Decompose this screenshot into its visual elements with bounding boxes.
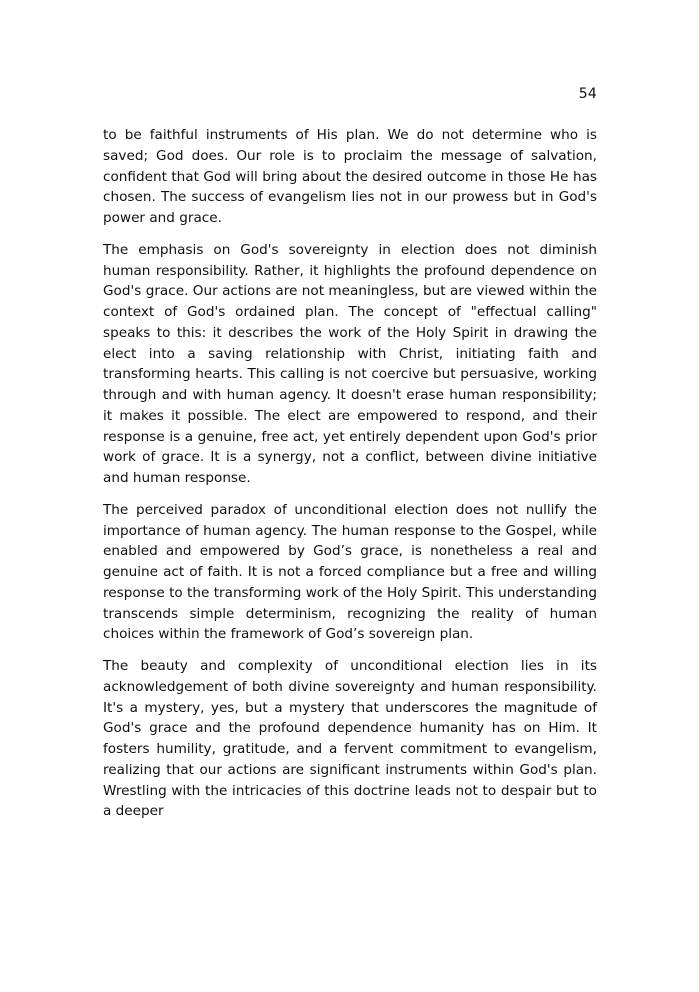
paragraph-beauty-and-complexity: The beauty and complexity of unconditional election lies in its acknowledgement of both divine sovereignty and human responsibility. It's a mystery, yes, but a mystery that underscores the magnitude of God's grace and the profound dependence humanity has on Him. It fosters humility, gratitude, and a fervent commitment to evangelism, realizing that our actions are significant instruments within God's plan. Wrestling with the intricacies of this doctrine leads not to despair but to a deeper — [103, 658, 597, 820]
page-number: 54 — [578, 86, 597, 102]
paragraph-perceived-paradox: The perceived paradox of unconditional election does not nullify the importance of human agency. The human response to the Gospel, while enabled and empowered by God’s grace, is nonetheless a real and genuine act of faith. It is not a forced compliance but a free and willing response to the transforming work of the Holy Spirit. This understanding transcends simple determinism, recognizing the reality of human choices within the framework of God’s sovereign plan. — [103, 501, 597, 643]
paragraph-faithful-instruments: to be faithful instruments of His plan. We do not determine who is saved; God does. Our role is to proclaim the message of salvation, confident that God will bring about the desired outcome in those He has chosen. The success of evangelism lies not in our prowess but in God's power and grace. — [103, 127, 597, 226]
document-page — [103, 84, 597, 833]
paragraph-sovereignty-and-responsibility: The emphasis on God's sovereignty in election does not diminish human responsibility. Rather, it highlights the profound dependence on God's grace. Our actions are not meaningless, but are viewed within the context of God's ordained plan. The concept of "effectual calling" speaks to this: it describes the work of the Holy Spirit in drawing the elect into a saving relationship with Christ, initiating faith and transforming hearts. This calling is not coercive but persuasive, working through and with human agency. It doesn't erase human responsibility; it makes it possible. The elect are empowered to respond, and their response is a genuine, free act, yet entirely dependent upon God's prior work of grace. It is a synergy, not a conflict, between divine initiative and human response. — [103, 241, 597, 486]
